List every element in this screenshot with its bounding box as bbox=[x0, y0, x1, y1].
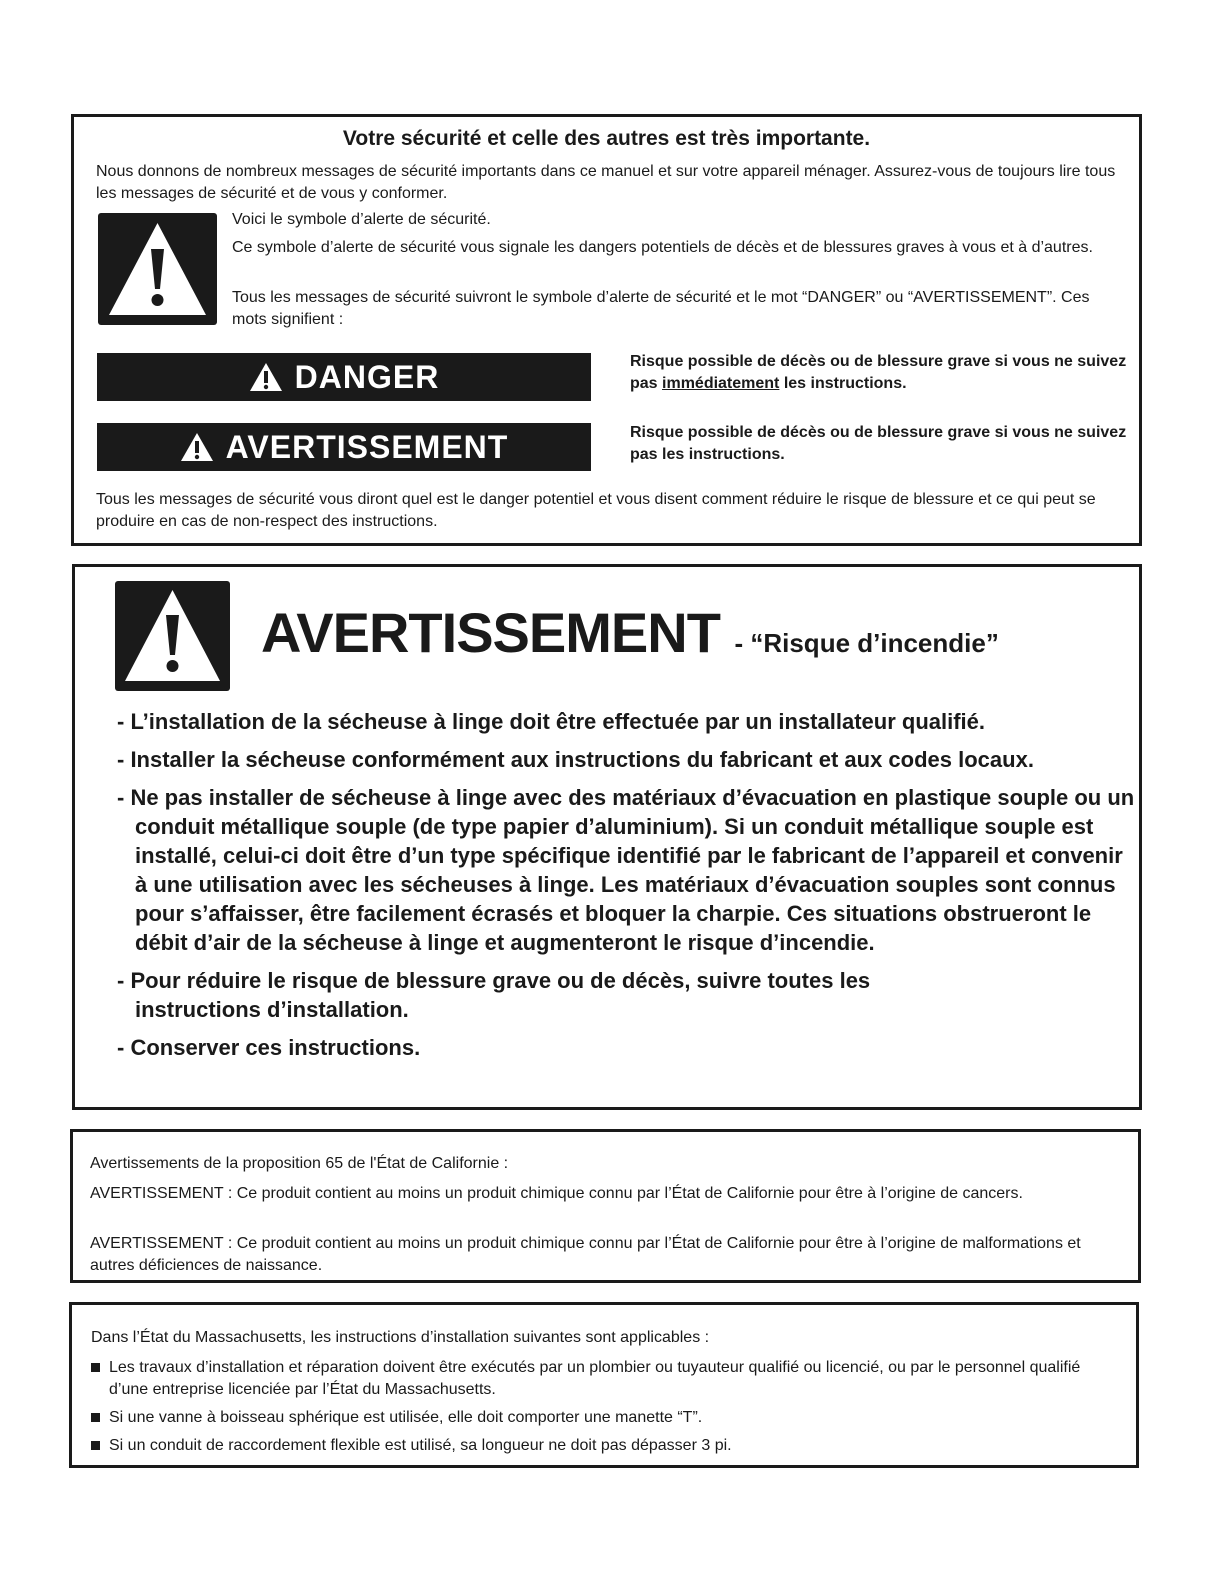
massachusetts-box bbox=[69, 1302, 1139, 1468]
warning-triangle-icon bbox=[115, 581, 230, 691]
list-item-text: Si une vanne à boisseau sphérique est utilisée, elle doit comporter une manette “T”. bbox=[109, 1409, 703, 1426]
safety-title: Votre sécurité et celle des autres est très importante. bbox=[342, 127, 871, 150]
list-item: - Ne pas installer de sécheuse à linge avec des matériaux d’évacuation en plastique souple ou un conduit métallique souple (de type papier d’aluminium). Si un conduit métallique souple est installé, celui-ci doit être d’un type spécifique identifié par le fabricant de l’appareil et convenir à une utilisation avec les sécheuses à linge. Les matériaux d’évacuation souples sont connus pour s’affaisser, être facilement écrasés et bloquer la charpie. Ces situations obstrueront le débit d’air de la sécheuse à linge et augmenteront le risque d’incendie. bbox=[117, 785, 1135, 955]
fire-warning-heading bbox=[261, 601, 999, 675]
symbol-line-3: Tous les messages de sécurité suivront le symbole d’alerte de sécurité et le mot “DANGER” ou “AVERTISSEMENT”. Ces mots signifient : bbox=[232, 289, 1090, 328]
list-item bbox=[89, 1407, 1119, 1429]
safety-intro-text: Nous donnons de nombreux messages de sécurité importants dans ce manuel et sur votre appareil ménager. Assurez-vous de toujours lire tous les messages de sécurité et de vous y conformer. bbox=[96, 163, 1116, 202]
square-bullet-icon bbox=[91, 1363, 100, 1372]
warning-triangle-icon bbox=[98, 213, 217, 325]
fire-warning-box bbox=[72, 564, 1142, 1110]
safety-footer-text: Tous les messages de sécurité vous diront quel est le danger potentiel et vous disent comment réduire le risque de blessure et ce qui peut se produire en cas de non-respect des instructions. bbox=[96, 491, 1096, 530]
list-item-text: Si un conduit de raccordement flexible est utilisé, sa longueur ne doit pas dépasser 3 pi. bbox=[109, 1437, 732, 1454]
list-item-text: Les travaux d’installation et réparation doivent être exécutés par un plombier ou tuyauteur qualifié ou licencié, ou par le personnel qualifié d’une entreprise licenciée par l’État du Massachusetts. bbox=[109, 1359, 1081, 1398]
list-item bbox=[89, 1357, 1119, 1401]
list-item: - Conserver ces instructions. bbox=[117, 1035, 421, 1060]
list-item: - Installer la sécheuse conformément aux instructions du fabricant et aux codes locaux. bbox=[117, 747, 1034, 772]
warning-triangle-icon bbox=[249, 362, 283, 392]
danger-banner bbox=[97, 353, 591, 401]
danger-desc-before: Risque possible de décès ou de blessure grave si vous ne suivez pas bbox=[630, 353, 1127, 392]
warning-description: Risque possible de décès ou de blessure grave si vous ne suivez pas les instructions. bbox=[630, 424, 1127, 463]
list-item: - Pour réduire le risque de blessure grave ou de décès, suivre toutes les instructions d’installation. bbox=[117, 968, 871, 1022]
danger-desc-after: les instructions. bbox=[779, 375, 907, 392]
list-item bbox=[89, 1435, 1119, 1457]
fire-warning-title: AVERTISSEMENT bbox=[261, 601, 720, 664]
danger-desc-emphasis: immédiatement bbox=[662, 375, 780, 392]
prop65-title: Avertissements de la proposition 65 de l'État de Californie : bbox=[90, 1155, 509, 1172]
square-bullet-icon bbox=[91, 1441, 100, 1450]
fire-warning-list bbox=[115, 707, 1135, 1071]
prop65-warning-birth: AVERTISSEMENT : Ce produit contient au moins un produit chimique connu par l’État de Californie pour être à l’origine de malformations et autres déficiences de naissance. bbox=[90, 1235, 1081, 1274]
danger-label: DANGER bbox=[294, 358, 440, 395]
warning-triangle-icon bbox=[180, 432, 214, 462]
square-bullet-icon bbox=[91, 1413, 100, 1422]
warning-banner bbox=[97, 423, 591, 471]
massachusetts-title: Dans l’État du Massachusetts, les instructions d’installation suivantes sont applicables : bbox=[91, 1329, 710, 1346]
danger-description bbox=[630, 351, 1130, 395]
symbol-line-2: Ce symbole d’alerte de sécurité vous signale les dangers potentiels de décès et de blessures graves à vous et à d’autres. bbox=[232, 239, 1093, 256]
list-item: - L’installation de la sécheuse à linge doit être effectuée par un installateur qualifié. bbox=[117, 709, 986, 734]
massachusetts-list bbox=[89, 1357, 1119, 1463]
warning-label: AVERTISSEMENT bbox=[225, 428, 509, 465]
prop65-box bbox=[70, 1129, 1141, 1283]
prop65-warning-cancer: AVERTISSEMENT : Ce produit contient au moins un produit chimique connu par l’État de Californie pour être à l’origine de cancers. bbox=[90, 1185, 1023, 1202]
symbol-line-1: Voici le symbole d’alerte de sécurité. bbox=[232, 211, 491, 228]
safety-intro-box bbox=[71, 114, 1142, 546]
fire-warning-subtitle: - “Risque d’incendie” bbox=[734, 628, 999, 658]
